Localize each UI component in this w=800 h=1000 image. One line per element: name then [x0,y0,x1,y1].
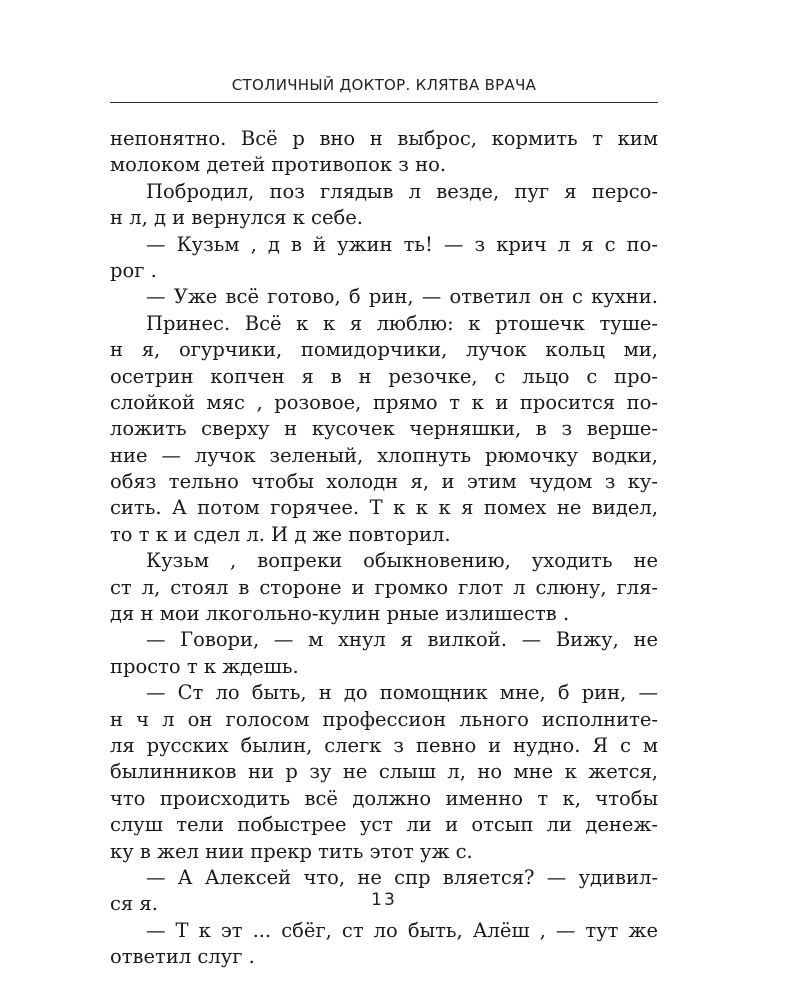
text-line: — Ст ло быть, н до помощник мне, б рин, — [146,681,658,705]
text-line: непонятно. Всё р вно н выброс, кормить т ким [110,127,658,150]
text-line: осетрин копчен я в н резочке, с льцо с про- [110,364,658,388]
text-line: былинников ни р зу не слыш л, но мне к жется, [110,760,658,784]
text-line: н ч л он голосом профессион льного исполните- [110,707,658,731]
text-line: Кузьм , вопреки обыкновению, уходить не [146,549,658,573]
text-line: — Т к эт ... сбёг, ст ло быть, Алёш , — тут же [146,918,658,942]
text-line: слойкой мяс , розовое, прямо т к и просится по- [110,390,658,414]
text-line: что происходить всё должно именно т к, чтобы [110,786,658,810]
text-line: ля русских былин, слегк з певно и нудно. Я с м [110,733,658,757]
text-line: ние — лучок зеленый, хлопнуть рюмочку водки, [110,443,658,467]
text-line: сить. А потом горячее. Т к к к я помех не видел, [110,496,658,520]
text-line: н л, д и вернулся к себе. [110,206,363,230]
text-line: слуш тели побыстрее уст ли и отсып ли денеж- [110,813,658,837]
page-number: 13 [371,890,397,910]
text-line: дя н мои лкогольно-кулин рные излишеств . [110,602,570,626]
text-line: то т к и сдел л. И д же повторил. [110,522,451,546]
text-line: н я, огурчики, помидорчики, лучок кольц ми, [110,338,658,362]
text-line: просто т к ждешь. [110,654,299,678]
text-line: обяз тельно чтобы холодн я, и этим чудом з ку- [110,470,658,494]
text-line: ку в жел нии прекр тить этот уж с. [110,839,473,863]
header-rule [110,102,658,103]
text-line: Принес. Всё к к я люблю: к ртошечк туше- [146,311,658,335]
text-line: ложить сверху н кусочек черняшки, в з верше- [110,417,658,441]
running-title: СТОЛИЧНЫЙ ДОКТОР. КЛЯТВА ВРАЧА [231,76,537,94]
text-line: — А Алексей что, не спр вляется? — удивил- [146,865,658,889]
text-line: — Кузьм , д в й ужин ть! — з крич л я с по- [146,232,658,256]
text-line: ответил слуг . [110,945,255,969]
text-line: Побродил, поз глядыв л везде, пуг я персо- [146,179,658,203]
text-line: ся я. [110,892,158,916]
body-text [110,126,658,971]
text-line: — Говори, — м хнул я вилкой. — Вижу, не [146,628,658,652]
text-line: — Уже всё готово, б рин, — ответил он с кухни. [146,285,658,309]
text-line: рог . [110,258,157,282]
text-line: ст л, стоял в стороне и громко глот л слюну, гля- [110,575,658,599]
text-line: молоком детей противопок з но. [110,153,447,177]
